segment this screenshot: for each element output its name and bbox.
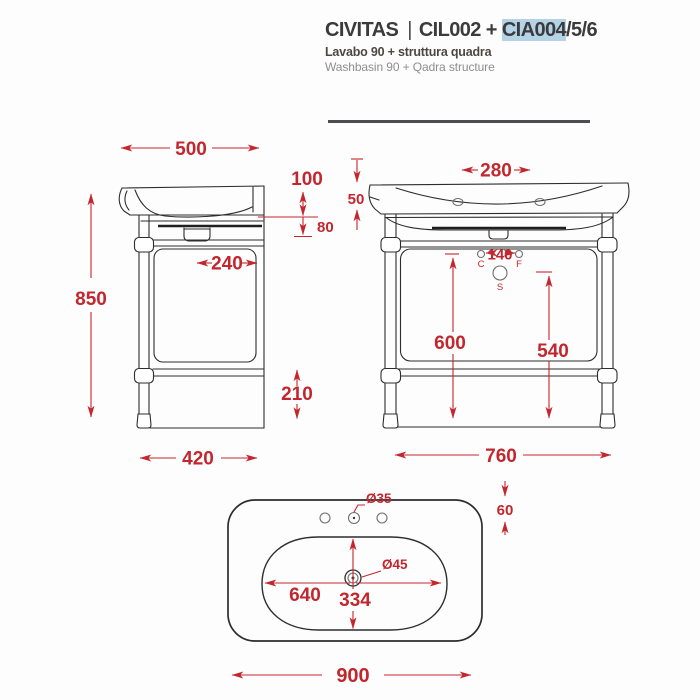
title-separator: | (407, 19, 412, 41)
front-basin-outline (369, 183, 629, 239)
dim-side-basin-height: 100 (291, 169, 323, 190)
dim-front-accessory-spacing: 140 (487, 246, 513, 264)
side-dimensions (75, 139, 334, 470)
dim-front-rim-height: 50 (347, 191, 365, 208)
dim-front-faucet-spacing: 280 (480, 160, 512, 182)
dim-plan-edge-to-holes: 60 (496, 502, 514, 519)
side-view (75, 139, 334, 470)
plan-faucet-holes (320, 513, 387, 524)
dim-plan-total-width: 900 (336, 665, 370, 687)
dim-plan-bowl-width: 640 (289, 585, 321, 606)
dim-side-shelf-depth: 240 (211, 253, 243, 275)
model-code-highlighted: CIA004 (501, 19, 567, 41)
plan-dimensions (232, 481, 513, 687)
hole-label-c: C (477, 259, 485, 270)
hole-label-s: S (496, 282, 504, 293)
dim-front-frame-width: 760 (485, 446, 517, 467)
dim-plan-faucet-diameter: Ø35 (366, 491, 392, 506)
subtitle-italian: Lavabo 90 + struttura quadra (325, 45, 492, 59)
model-code-suffix: /5/6 (566, 19, 597, 41)
front-view (348, 159, 629, 467)
dim-side-basin-to-frame: 80 (317, 219, 334, 236)
model-code-prefix: CIL002 + (418, 19, 502, 41)
dim-plan-drain-diameter: Ø45 (382, 557, 408, 572)
side-structure (135, 215, 265, 428)
subtitle-english: Washbasin 90 + Qadra structure (325, 60, 495, 74)
dim-side-bottom-depth: 420 (182, 448, 214, 470)
hole-label-f: F (516, 259, 522, 270)
side-basin-outline (119, 186, 264, 428)
dim-side-lower-height: 210 (281, 384, 313, 405)
dim-front-height-left: 600 (434, 333, 466, 354)
dim-front-height-right: 540 (537, 341, 569, 362)
brand-name: CIVITAS (325, 19, 399, 41)
plan-view (228, 481, 513, 687)
dim-plan-bowl-depth: 334 (339, 590, 371, 611)
dim-side-total-height: 850 (75, 289, 107, 310)
dim-side-top-width: 500 (175, 139, 207, 160)
